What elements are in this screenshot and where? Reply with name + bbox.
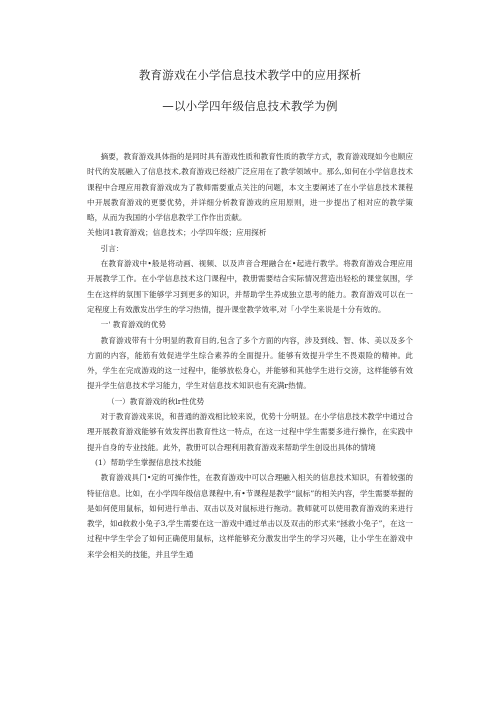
abstract-paragraph: 摘要，教育游戏具体指的是同时具有游戏性质和教育性质的教学方式，教育游戏现如今也顺应时代的发展融入了信息技术,教育游戏已经被广泛应用在了教学领域中。那么,如何在小学信息技术课程中合理应用教育游戏成为了教师需要重点关注的问题，本文主要阐述了在小学信息技术课程中开展教育游戏的更要优势，并详细分析教育游戏的应用原则，进一步提出了相对应的教学策略，从而为我国的小学信息教学工作作出贡献。 (87, 152, 413, 223)
item1-paragraph: 教育游戏具门•定的可操作性，在教育游戏中可以合理融入相关的信息技术知识，有着较强的特征信息。比如，在小学四年级信息课程中,有•节课程是教学“鼠标”的相关内容，学生需要举握的是如何使用鼠标，如何进行单击、双击以及对鼠标进行拖动。教师就可以使用教育游戏的来进行教学，如d救救小兔子3,学生需要在这一游戏中通过单击以及双击的形式来“拯救小兔子”，在这一过程中学生学会了如何正确使用鼠标，这样能够充分激发出学生的学习兴趣，让小学生在游戏中来学会相关的技能，并且学生通 (87, 473, 413, 559)
intro-paragraph: 在教育游戏中•般是将动画、视频、以及声音合理融合在•起进行教学。将教育游戏合理应用开展教学工作。在小学信息技术这门课程中，教册需要结合实际情况营造出轻松的课堂氛围，学生在这样的氛围下能够学习到更多的知识，并帮助学生养成独立思考的能力。教育游戏可以在一定程度上有效激发出学生的学习热情，提升课堂教学效率,对「小学生来说是十分有效的。 (87, 259, 413, 314)
subsection1-heading: （一）教育游戏的秋lr性优势 (107, 396, 205, 406)
document-title: 教育游戏在小学信息技术教学中的应用探析 (138, 68, 362, 82)
section1-heading: 一' 教育游戏的优势 (100, 320, 166, 330)
document-subtitle: —以小学四年级信息技术教学为例 (162, 99, 338, 113)
document-body (87, 149, 413, 562)
subsection1-paragraph: 对于教育游戏来说，和普通的游戏相比较来说，优势十分明显。在小学信息技术教学中通过合理开展教育游戏能够有效发挥出教育性这一特点，在这一过程中学生需要多进行操作，在实践中提升自身的专业技能。此外，教册可以合理利用教育游戏来帮助学生创设出具体的情境 (87, 412, 413, 452)
section1-paragraph: 教育游戏带有十分明显的教育目的,包含了多个方面的内容，涉及到线、智、体、美以及多个方面的内容，能筋有效促进学生综合素养的全面提升。能够有效提升学生不畏艰险的精神。此外，学生在完成游戏的这一过程中，能够放松身心，并能够和其他学生进行交滂，这样能够有效提升学生信息技术学习能力，学生对信息技术知识也有充满r热情。 (87, 335, 413, 391)
intro-label: 引言： (100, 243, 124, 253)
keywords-line: 关他词1教育游戏；信息技术；小学四年级；应用探析 (87, 228, 267, 238)
item1-heading: (1）帮助学生掌握信息技术技能 (95, 457, 202, 467)
